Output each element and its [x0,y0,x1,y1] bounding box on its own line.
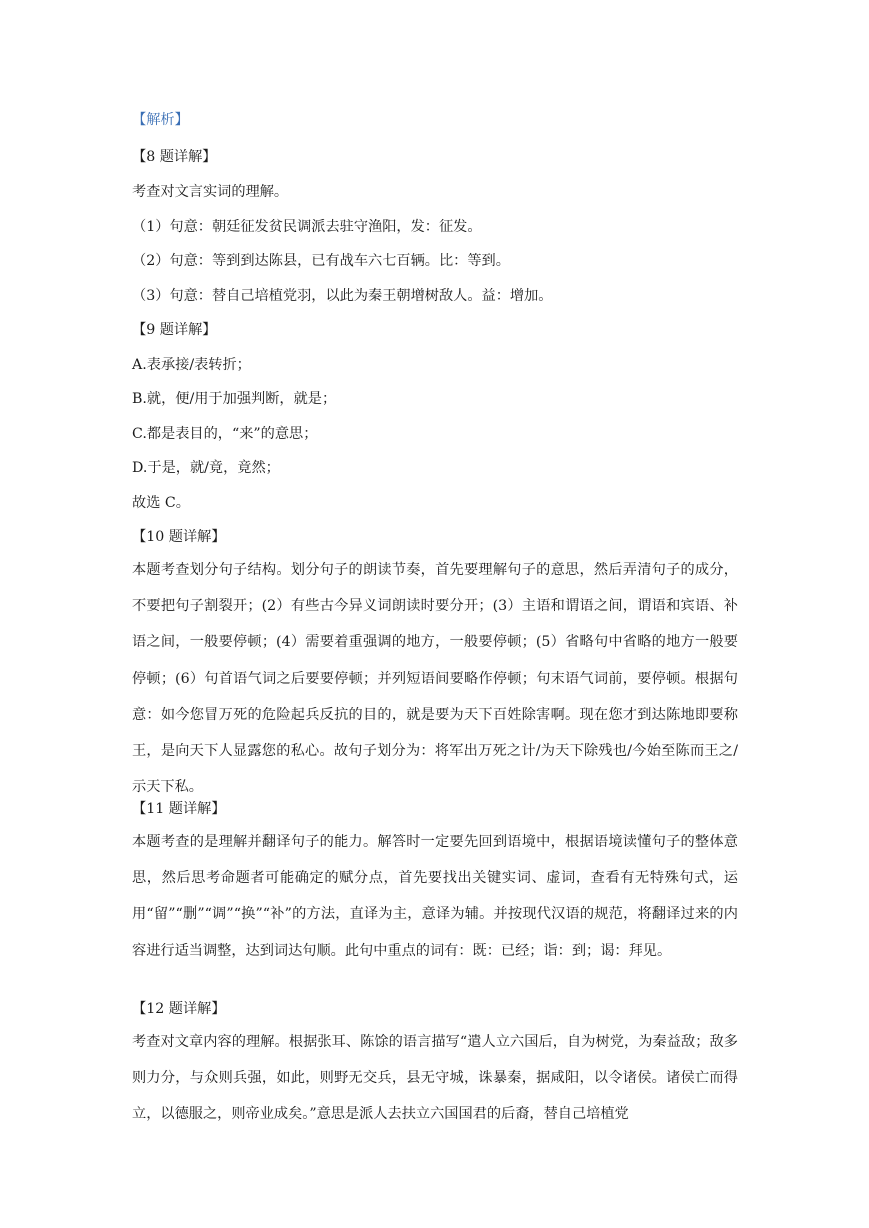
q9-item-d: D.于是，就/竟，竟然； [132,460,280,476]
q11-body: 本题考查的是理解并翻译句子的能力。解答时一定要先回到语境中，根据语境读懂句子的整体意思，然后思考命题者可能确定的赋分点，首先要找出关键实词、虚词，查看有无特殊句式，运用“留”“删”“调”“换”“补”的方法，直译为主，意译为辅。并按现代汉语的规范，将翻译过来的内容进行适当调整，达到词达句顺。此句中重点的词有：既：已经；诣：到；谒：拜见。 [132,834,738,959]
q9-item-b: B.就，便/用于加强判断，就是； [132,391,337,407]
q8-item-2: （2）句意：等到到达陈县，已有战车六七百辆。比：等到。 [132,253,510,269]
q8-item-3: （3）句意：替自己培植党羽，以此为秦王朝增树敌人。益：增加。 [132,288,553,304]
q8-item-1: （1）句意：朝廷征发贫民调派去驻守渔阳，发：征发。 [132,219,482,235]
q10-heading: 【10 题详解】 [132,529,226,545]
q8-heading: 【8 题详解】 [132,149,217,165]
q9-conclusion: 故选 C。 [132,495,190,511]
q8-intro: 考查对文言实词的理解。 [132,184,289,200]
analysis-label: 【解析】 [132,112,189,128]
q9-heading: 【9 题详解】 [132,322,217,338]
q12-body: 考查对文章内容的理解。根据张耳、陈馀的语言描写“遣人立六国后，自为树党，为秦益敌；敌多则力分，与众则兵强，如此，则野无交兵，县无守城，诛暴秦，据咸阳，以令诸侯。诸侯亡而得立，以德服之，则帝业成矣。”意思是派人去扶立六国国君的后裔，替自己培植党 [132,1034,738,1123]
q11-heading: 【11 题详解】 [132,801,226,817]
q12-heading: 【12 题详解】 [132,1001,226,1017]
q10-body: 本题考查划分句子结构。划分句子的朗读节奏，首先要理解句子的意思，然后弄清句子的成分，不要把句子割裂开；(2）有些古今异义词朗读时要分开；(3）主语和谓语之间，谓语和宾语、补语之间，一般要停顿；(4）需要着重强调的地方，一般要停顿；(5）省略句中省略的地方一般要停顿；(6）句首语气词之后要要停顿；并列短语间要略作停顿；句末语气词前，要停顿。根据句意：如今您冒万死的危险起兵反抗的目的，就是要为天下百姓除害啊。现在您才到达陈地即要称王，是向天下人显露您的私心。故句子划分为：将军出万死之计/为天下除残也/今始至陈而王之/示天下私。 [132,562,738,796]
q9-item-c: C.都是表目的，“来”的意思； [132,426,318,442]
q9-item-a: A.表承接/表转折； [132,357,251,373]
